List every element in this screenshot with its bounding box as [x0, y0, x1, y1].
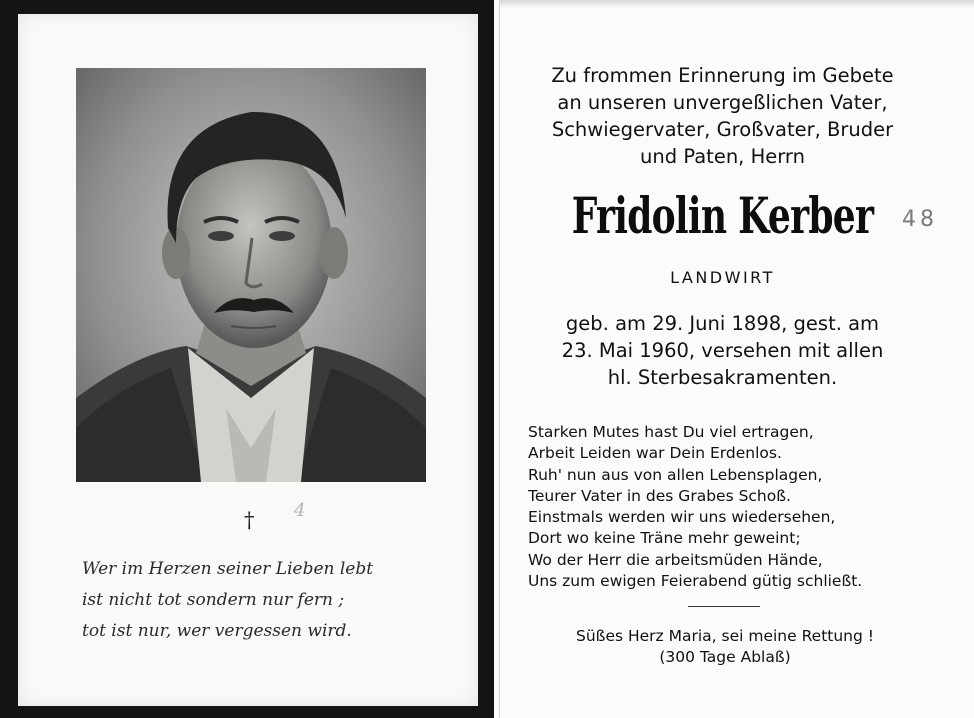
poem-line: Starken Mutes hast Du viel ertragen,: [528, 423, 814, 441]
poem-line: Uns zum ewigen Feierabend gütig schließt.: [528, 572, 863, 591]
portrait-photo: [76, 68, 426, 482]
intro-line: Zu frommen Erinnerung im Gebete: [551, 64, 894, 87]
date-line: hl. Sterbesakramenten.: [607, 366, 838, 389]
divider: [688, 606, 760, 607]
intro-line: an unseren unvergeßlichen Vater,: [557, 91, 888, 114]
right-card: [499, 0, 974, 718]
scan-shadow: [500, 0, 974, 8]
verse-line: tot ist nur, wer vergessen wird.: [82, 621, 352, 641]
intro-line: und Paten, Herrn: [640, 145, 805, 168]
indulgence-note: (300 Tage Ablaß): [659, 648, 791, 666]
memorial-verse: [82, 554, 442, 647]
pencil-mark: 4: [294, 500, 306, 521]
poem-line: Wo der Herr die arbeitsmüden Hände,: [528, 550, 823, 569]
memorial-poem: [528, 422, 948, 592]
poem-line: Dort wo keine Träne mehr geweint;: [528, 529, 801, 548]
handwritten-number: 48: [902, 207, 938, 232]
verse-line: ist nicht tot sondern nur fern ;: [82, 590, 345, 610]
poem-line: Einstmals werden wir uns wiedersehen,: [528, 508, 836, 527]
intro-line: Schwiegervater, Großvater, Bruder: [551, 118, 894, 141]
poem-line: Ruh' nun aus von allen Lebensplagen,: [528, 465, 823, 484]
poem-line: Teurer Vater in des Grabes Schoß.: [528, 486, 791, 505]
poem-line: Arbeit Leiden war Dein Erdenlos.: [528, 444, 782, 463]
date-line: 23. Mai 1960, versehen mit allen: [561, 339, 884, 362]
verse-line: Wer im Herzen seiner Lieben lebt: [82, 559, 374, 579]
life-dates: [500, 310, 945, 391]
occupation: LANDWIRT: [670, 268, 775, 287]
memorial-intro: [500, 62, 945, 170]
cross-symbol: †: [244, 508, 255, 532]
date-line: geb. am 29. Juni 1898, gest. am: [565, 312, 880, 335]
left-paper: [18, 14, 478, 706]
deceased-name: Fridolin Kerber: [571, 186, 874, 245]
prayer: [500, 626, 950, 668]
prayer-line: Süßes Herz Maria, sei meine Rettung !: [576, 627, 874, 645]
